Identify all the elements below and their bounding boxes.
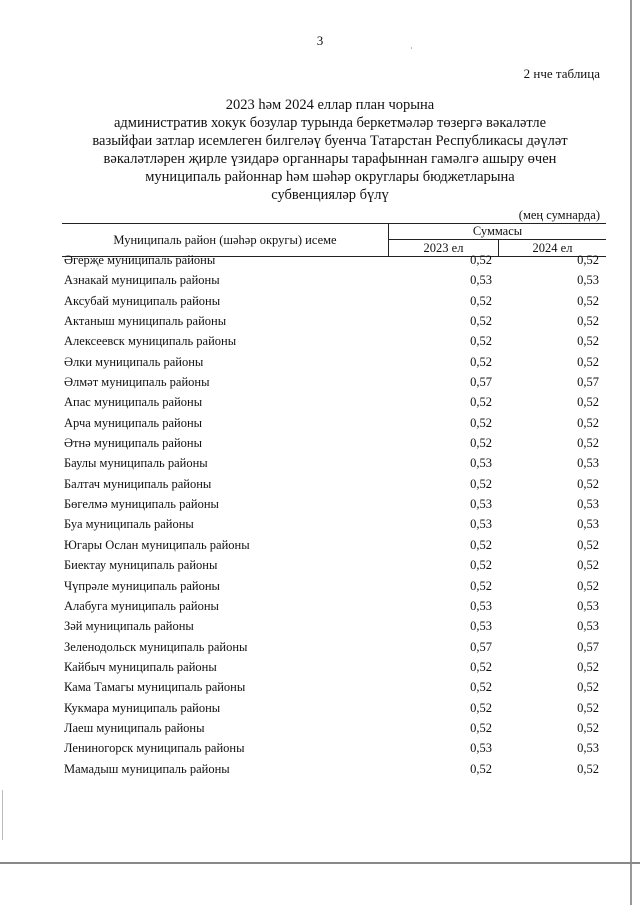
value-2024: 0,52: [577, 334, 599, 349]
table-row: [62, 556, 606, 576]
value-2024: 0,52: [577, 253, 599, 267]
value-2023: 0,53: [470, 517, 492, 532]
value-2023: 0,52: [470, 415, 492, 430]
title-line-3: вазыйфаи затлар исемлеген билгеләү буенча Татарстан Республикасы дәүләт: [92, 133, 568, 149]
value-2023: 0,53: [470, 497, 492, 512]
value-2024: 0,53: [577, 273, 599, 288]
value-2023: 0,52: [470, 436, 492, 451]
district-name: Лаеш муниципаль районы: [64, 720, 205, 735]
value-2023: 0,52: [470, 558, 492, 573]
value-2024: 0,52: [577, 293, 599, 308]
table-row: [62, 292, 606, 312]
value-2023: 0,52: [470, 700, 492, 715]
value-2023: 0,52: [470, 578, 492, 593]
value-2024: 0,52: [577, 761, 599, 776]
value-2024: 0,52: [577, 415, 599, 430]
value-2024: 0,52: [577, 476, 599, 491]
value-2024: 0,53: [577, 741, 599, 756]
district-name: Мамадыш муниципаль районы: [64, 761, 230, 776]
table-row: [62, 495, 606, 515]
table-row: [62, 760, 606, 780]
district-name: Бөгелмә муниципаль районы: [64, 497, 219, 512]
value-2024: 0,52: [577, 578, 599, 593]
district-name: Актаныш муниципаль районы: [64, 314, 227, 329]
value-2023: 0,52: [470, 659, 492, 674]
district-name: Әгерҗе муниципаль районы: [64, 253, 216, 267]
district-name: Зеленодольск муниципаль районы: [64, 639, 248, 654]
district-name: Әлки муниципаль районы: [64, 354, 204, 369]
value-2024: 0,52: [577, 436, 599, 451]
value-2023: 0,52: [470, 476, 492, 491]
scan-right-border: [630, 0, 632, 905]
value-2024: 0,52: [577, 720, 599, 735]
table-row: [62, 434, 606, 454]
table-row: [62, 353, 606, 373]
title-line-2: административ хокук бозулар турында беркетмәләр төзергә вәкаләтле: [113, 115, 547, 131]
value-2023: 0,53: [470, 456, 492, 471]
header-year-2024: 2024 ел: [532, 241, 573, 255]
table-row: [62, 332, 606, 352]
table-row: [62, 536, 606, 556]
table-row: [62, 699, 606, 719]
value-2024: 0,53: [577, 497, 599, 512]
district-name: Зәй муниципаль районы: [64, 619, 194, 634]
district-name: Алабуга муниципаль районы: [64, 598, 219, 613]
value-2024: 0,52: [577, 558, 599, 573]
value-2024: 0,53: [577, 619, 599, 634]
district-name: Буа муниципаль районы: [64, 517, 194, 532]
district-name: Чүпрәле муниципаль районы: [64, 578, 220, 593]
table-row: [62, 454, 606, 474]
table-row: [62, 393, 606, 413]
table-row: [62, 577, 606, 597]
district-name: Югары Ослан муниципаль районы: [64, 537, 250, 552]
scan-dot: ·: [410, 44, 413, 53]
units-note: (мең сумнарда): [518, 208, 600, 222]
value-2024: 0,53: [577, 598, 599, 613]
value-2023: 0,52: [470, 395, 492, 410]
district-name: Баулы муниципаль районы: [64, 456, 208, 471]
value-2024: 0,52: [577, 395, 599, 410]
value-2023: 0,53: [470, 741, 492, 756]
district-name: Лениногорск муниципаль районы: [64, 741, 245, 756]
table-row: [62, 739, 606, 759]
value-2023: 0,53: [470, 273, 492, 288]
value-2023: 0,53: [470, 619, 492, 634]
district-name: Кайбыч муниципаль районы: [64, 659, 217, 674]
table-row: [62, 251, 606, 271]
district-name: Кама Тамагы муниципаль районы: [64, 680, 246, 695]
value-2023: 0,57: [470, 639, 492, 654]
district-name: Арча муниципаль районы: [64, 415, 203, 430]
value-2023: 0,52: [470, 761, 492, 776]
value-2023: 0,53: [470, 598, 492, 613]
header-year-2023: 2023 ел: [389, 240, 499, 256]
value-2023: 0,57: [470, 375, 492, 390]
table-body: [62, 251, 606, 780]
table-row: [62, 597, 606, 617]
district-name: Апас муниципаль районы: [64, 395, 203, 410]
page-number: 3: [316, 33, 324, 48]
table-row: [62, 271, 606, 291]
scan-mark: [2, 790, 3, 840]
value-2023: 0,52: [470, 680, 492, 695]
table-row: [62, 312, 606, 332]
district-name: Аксубай муниципаль районы: [64, 293, 221, 308]
value-2023: 0,52: [470, 354, 492, 369]
table-row: [62, 638, 606, 658]
value-2023: 0,52: [470, 293, 492, 308]
table-row: [62, 617, 606, 637]
header-sums: Суммасы: [389, 224, 606, 240]
value-2023: 0,52: [470, 537, 492, 552]
district-name: Азнакай муниципаль районы: [64, 273, 220, 288]
value-2024: 0,52: [577, 680, 599, 695]
scan-bottom-border: [0, 862, 640, 864]
value-2023: 0,52: [470, 720, 492, 735]
district-name: Биектау муниципаль районы: [64, 558, 218, 573]
table-row: [62, 373, 606, 393]
value-2024: 0,53: [577, 517, 599, 532]
district-name: Алексеевск муниципаль районы: [64, 334, 237, 349]
value-2024: 0,57: [577, 375, 599, 390]
table-row: [62, 414, 606, 434]
title-line-4: вәкаләтләрен җирле үзидарә органнары тарафыннан гамәлгә ашыру өчен: [103, 151, 557, 167]
value-2024: 0,53: [577, 456, 599, 471]
value-2023: 0,52: [470, 253, 492, 267]
table-row: [62, 515, 606, 535]
value-2024: 0,57: [577, 639, 599, 654]
table-row: [62, 475, 606, 495]
district-name: Балтач муниципаль районы: [64, 476, 212, 491]
title-line-6: субвенцияләр бүлү: [271, 187, 389, 203]
table-label: 2 нче таблица: [523, 66, 600, 81]
header-name-column: Муниципаль район (шәһәр округы) исеме: [62, 224, 389, 256]
value-2024: 0,52: [577, 700, 599, 715]
table-row: [62, 678, 606, 698]
district-name: Әлмәт муниципаль районы: [64, 375, 210, 390]
value-2024: 0,52: [577, 314, 599, 329]
value-2024: 0,52: [577, 659, 599, 674]
table-row: [62, 658, 606, 678]
district-name: Кукмара муниципаль районы: [64, 700, 221, 715]
document-title: [60, 96, 600, 204]
value-2024: 0,52: [577, 537, 599, 552]
value-2024: 0,52: [577, 354, 599, 369]
title-line-1: 2023 һәм 2024 еллар план чорына: [225, 97, 435, 113]
title-line-5: муниципаль районнар һәм шәһәр округлары бюджетларына: [145, 169, 515, 185]
value-2023: 0,52: [470, 334, 492, 349]
value-2023: 0,52: [470, 314, 492, 329]
district-name: Әтнә муниципаль районы: [64, 436, 203, 451]
table-row: [62, 719, 606, 739]
